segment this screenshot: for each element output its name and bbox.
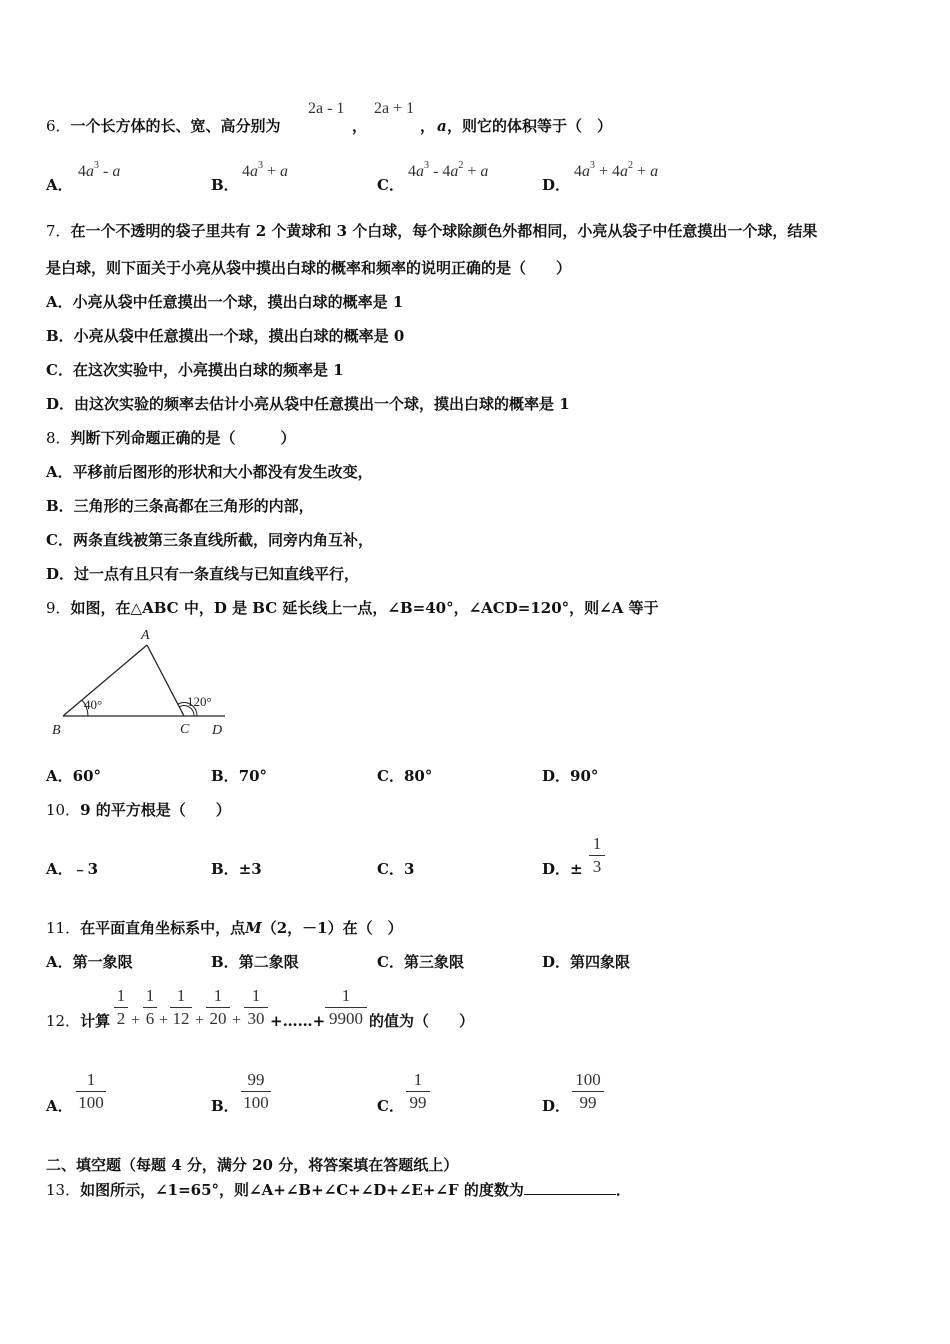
q12-text-b: 的值为（ ）: [369, 1012, 475, 1030]
q10-option-b: B．±3: [211, 860, 262, 878]
q12-frac-3: 1 12: [170, 986, 192, 1029]
q6-expr-width: 2a + 1: [374, 100, 415, 117]
q12-frac-1: 1 2: [114, 986, 128, 1029]
q9-label-d: D: [212, 723, 223, 738]
q12-ellipsis: +……+: [270, 1012, 326, 1030]
q6-comma1: ，: [352, 117, 368, 135]
q6-text-a: 一个长方体的长、宽、高分别为: [70, 117, 281, 135]
q13-stem: 13．如图所示，∠1=65°，则∠A+∠B+∠C+∠D+∠E+∠F 的度数为 ．: [46, 1181, 631, 1199]
q6-stem: [46, 116, 281, 136]
q9-text: 如图，在△ABC 中，D 是 BC 延长线上一点，∠B=40°，∠ACD=120°，则∠A 等于: [70, 599, 659, 617]
q11-number: 11．: [46, 919, 81, 937]
q9-option-d: D．90°: [542, 767, 599, 785]
q9-side-ab: [63, 645, 147, 716]
q9-stem: [46, 598, 659, 618]
q11-option-a: A．第一象限: [46, 953, 133, 971]
q12-number: 12．: [46, 1012, 81, 1030]
q9-triangle-figure: [40, 622, 240, 742]
q10-option-c: C．3: [377, 860, 415, 878]
q6-option-d-label: D．: [542, 176, 571, 194]
q8-option-a: A．平移前后图形的形状和大小都没有发生改变，: [46, 463, 373, 481]
q9-angle-b-text: 40°: [84, 697, 103, 712]
q10-stem: [46, 800, 231, 820]
q6-expr-length: 2a - 1: [308, 100, 345, 117]
q8-text: 判断下列命题正确的是（ ）: [70, 429, 296, 447]
q13-answer-blank[interactable]: [524, 1180, 616, 1195]
q12-option-c-fraction: 1 99: [406, 1070, 430, 1113]
q12-plus-3: +: [195, 1012, 205, 1029]
q12-option-d-fraction: 100 99: [572, 1070, 604, 1113]
q9-label-a: A: [141, 628, 150, 643]
q6-option-c-expr: $4a^3 - 4a^2 + a$: [408, 160, 489, 180]
q12-option-c-label: C．: [377, 1097, 404, 1115]
q7-option-b: B．小亮从袋中任意摸出一个球，摸出白球的概率是 0: [46, 327, 405, 345]
q10-text: 9 的平方根是（ ）: [80, 801, 231, 819]
q12-option-b-label: B．: [211, 1097, 239, 1115]
q12-option-a-fraction: 1 100: [76, 1070, 106, 1113]
q9-label-c: C: [180, 722, 190, 737]
q12-option-a-label: A．: [46, 1097, 73, 1115]
q12-frac-6: 1 9900: [325, 986, 367, 1029]
q8-number: 8．: [46, 429, 71, 447]
q7-text-line1: 在一个不透明的袋子里共有 2 个黄球和 3 个白球，每个球除颜色外都相同，小亮从袋子中任意摸出一个球，结果: [70, 222, 818, 240]
q12-option-d-label: D．: [542, 1097, 571, 1115]
q12-plus-1: +: [131, 1012, 141, 1029]
q9-label-b: B: [52, 723, 61, 738]
q10-option-d: D．±: [542, 860, 583, 878]
q9-number: 9．: [46, 599, 71, 617]
q12-option-b-fraction: 99 100: [241, 1070, 271, 1113]
q11-option-c: C．第三象限: [377, 953, 464, 971]
q9-side-ac: [147, 645, 184, 716]
q6-option-a-expr: $4a^3$ - a: [78, 160, 121, 180]
section2-title: 二、填空题（每题 4 分，满分 20 分，将答案填在答题纸上）: [46, 1156, 459, 1174]
q8-option-b: B．三角形的三条高都在三角形的内部，: [46, 497, 314, 515]
q7-option-c: C．在这次实验中，小亮摸出白球的频率是 1: [46, 361, 344, 379]
q9-angle-acd-text: 120°: [187, 694, 212, 709]
q9-option-c: C．80°: [377, 767, 433, 785]
q10-number: 10．: [46, 801, 81, 819]
q11-stem: 11．在平面直角坐标系中，点M（2，－1）在（ ）: [46, 919, 403, 937]
q12-frac-4: 1 20: [206, 986, 230, 1029]
q6-option-b-label: B．: [211, 176, 239, 194]
q7-option-a: A．小亮从袋中任意摸出一个球，摸出白球的概率是 1: [46, 293, 404, 311]
q9-option-a: A．60°: [46, 767, 102, 785]
q13-number: 13．: [46, 1181, 81, 1199]
q13-text: 如图所示，∠1=65°，则∠A+∠B+∠C+∠D+∠E+∠F 的度数为: [80, 1181, 524, 1199]
q6-option-c-label: C．: [377, 176, 404, 194]
q7-stem-line1: [46, 221, 817, 241]
q8-option-c: C．两条直线被第三条直线所截，同旁内角互补，: [46, 531, 373, 549]
q8-stem: [46, 428, 296, 448]
q6-var-a: a: [437, 117, 447, 135]
q6-text-c: ，则它的体积等于（ ）: [447, 117, 613, 135]
q10-option-d-fraction: 1 3: [589, 834, 605, 877]
q7-option-d: D．由这次实验的频率去估计小亮从袋中任意摸出一个球，摸出白球的概率是 1: [46, 395, 570, 413]
q10-option-a: A．﹣3: [46, 860, 99, 878]
q11-var-m: M: [245, 919, 262, 937]
q12-stem-prefix: 12．计算: [46, 1012, 111, 1030]
q6-comma2: ，: [420, 117, 436, 135]
q9-option-b: B．70°: [211, 767, 268, 785]
q6-option-a-label: A．: [46, 176, 73, 194]
q11-option-d: D．第四象限: [542, 953, 631, 971]
q12-plus-2: +: [159, 1012, 169, 1029]
q6-option-b-expr: $4a^3 + a$: [242, 160, 289, 180]
q7-stem-line2: 是白球，则下面关于小亮从袋中摸出白球的概率和频率的说明正确的是（ ）: [46, 259, 572, 277]
q12-frac-2: 1 6: [143, 986, 157, 1029]
q6-number: 6．: [46, 117, 71, 135]
q6-option-d-expr: $4a^3 + 4a^2 + a$: [574, 160, 659, 180]
q12-frac-5: 1 30: [244, 986, 268, 1029]
q8-option-d: D．过一点有且只有一条直线与已知直线平行，: [46, 565, 360, 583]
q12-plus-4: +: [232, 1012, 242, 1029]
q11-option-b: B．第二象限: [211, 953, 299, 971]
q7-number: 7．: [46, 222, 71, 240]
